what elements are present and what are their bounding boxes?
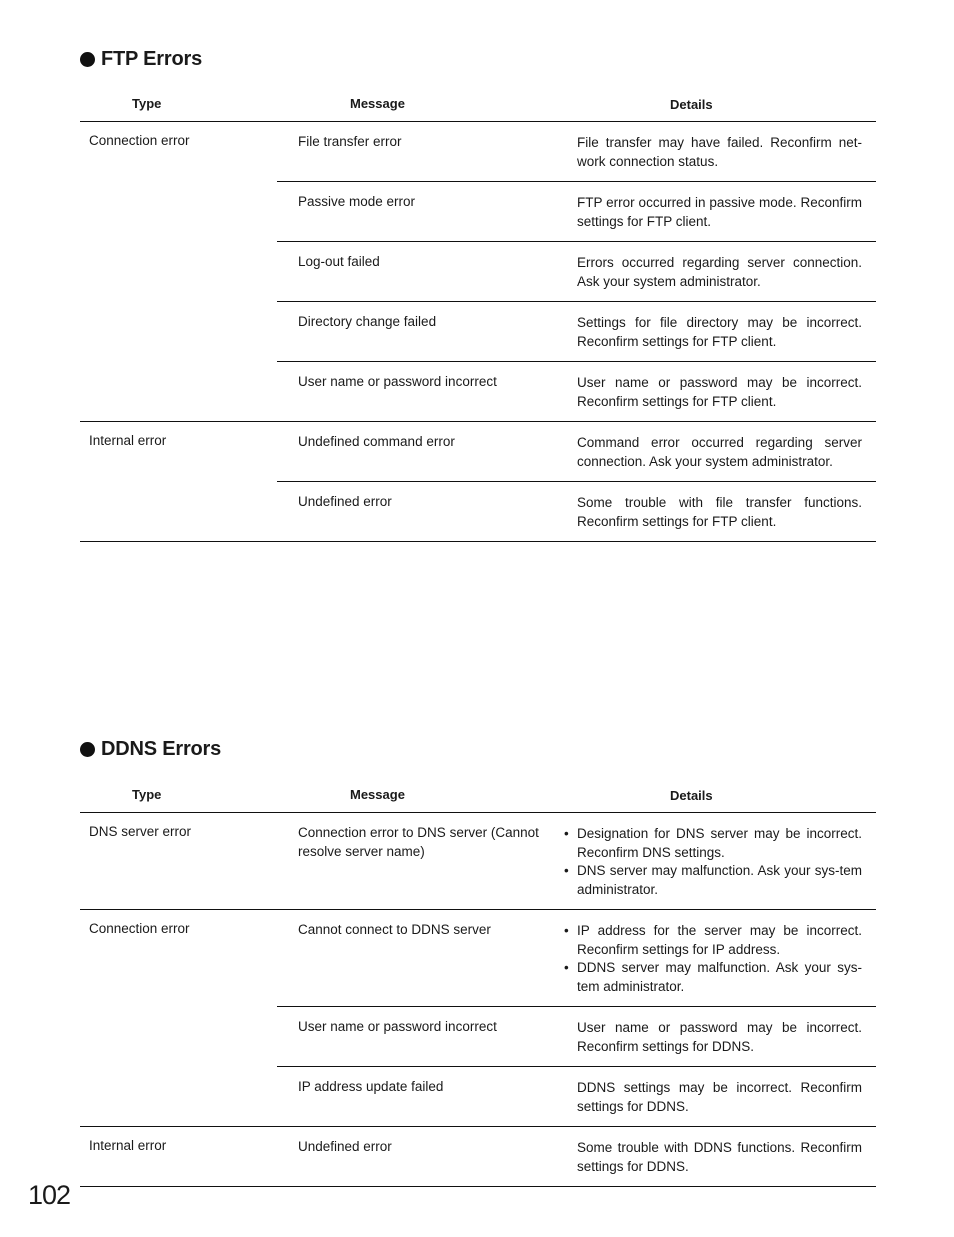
details-list-item: • IP address for the server may be incorrect. Reconfirm settings for IP address. (577, 922, 862, 959)
table-row (277, 122, 876, 182)
ddns-errors-table (80, 787, 876, 1187)
table-row (277, 1007, 876, 1067)
error-type: Internal error (89, 433, 167, 448)
table-row (277, 302, 876, 362)
error-type: Internal error (89, 1138, 167, 1153)
error-details: User name or password may be incorrect. Reconfirm settings for DDNS. (577, 1020, 862, 1054)
table-header (80, 787, 876, 813)
error-details: DDNS settings may be incorrect. Reconfirm settings for DDNS. (577, 1080, 862, 1114)
table-row (277, 1067, 876, 1126)
error-details: Settings for file directory may be incorrect. Reconfirm settings for FTP client. (577, 315, 862, 349)
error-type: DNS server error (89, 824, 192, 839)
error-group (80, 422, 876, 542)
error-message: Undefined command error (298, 434, 455, 449)
error-details: Some trouble with DDNS functions. Reconfirm settings for DDNS. (577, 1140, 862, 1174)
details-list-item: • DDNS server may malfunction. Ask your sys-tem administrator. (577, 959, 862, 996)
error-details: File transfer may have failed. Reconfirm net-work connection status. (577, 135, 862, 169)
table-body (80, 122, 876, 542)
error-details: Command error occurred regarding server connection. Ask your system administrator. (577, 435, 862, 469)
error-details: FTP error occurred in passive mode. Reconfirm settings for FTP client. (577, 195, 862, 229)
bullet-dot-icon (80, 52, 95, 67)
error-group (80, 813, 876, 910)
table-row (277, 182, 876, 242)
ddns-section-title (80, 738, 221, 761)
header-message: Message (350, 787, 405, 802)
error-message: Passive mode error (298, 194, 416, 209)
error-message: IP address update failed (298, 1079, 444, 1094)
table-row (277, 242, 876, 302)
details-list-item: • Designation for DNS server may be incorrect. Reconfirm DNS settings. (577, 825, 862, 862)
table-header (80, 96, 876, 122)
table-row (277, 1127, 876, 1186)
error-message: Log-out failed (298, 254, 380, 269)
error-message: Cannot connect to DDNS server (298, 922, 491, 937)
bullet-dot-icon (80, 742, 95, 757)
error-message: Connection error to DNS server (Cannot resolve server name) (298, 825, 539, 859)
header-details: Details (670, 97, 713, 112)
table-row (277, 482, 876, 541)
error-type: Connection error (89, 921, 190, 936)
table-row (277, 813, 876, 909)
error-details: User name or password may be incorrect. Reconfirm settings for FTP client. (577, 375, 862, 409)
header-details: Details (670, 788, 713, 803)
error-message: File transfer error (298, 134, 402, 149)
ftp-errors-table (80, 96, 876, 542)
error-message: User name or password incorrect (298, 1019, 497, 1034)
details-list (577, 922, 862, 996)
ftp-title-text: FTP Errors (101, 48, 202, 70)
error-details: Some trouble with file transfer functions. Reconfirm settings for FTP client. (577, 495, 862, 529)
error-details (577, 813, 862, 909)
table-row (277, 362, 876, 421)
table-row (277, 422, 876, 482)
error-group (80, 122, 876, 422)
error-group (80, 1127, 876, 1187)
header-message: Message (350, 96, 405, 111)
ddns-title-text: DDNS Errors (101, 738, 222, 760)
error-message: User name or password incorrect (298, 374, 497, 389)
header-type: Type (132, 787, 162, 802)
error-type: Connection error (89, 133, 190, 148)
details-list-item: • DNS server may malfunction. Ask your sys-tem administrator. (577, 862, 862, 899)
table-row (277, 910, 876, 1007)
error-message: Undefined error (298, 1139, 392, 1154)
error-details: Errors occurred regarding server connection. Ask your system administrator. (577, 255, 862, 289)
error-group (80, 910, 876, 1127)
page-number: 102 (28, 1180, 71, 1210)
table-body (80, 813, 876, 1187)
details-list (577, 825, 862, 899)
error-message: Undefined error (298, 494, 392, 509)
error-message: Directory change failed (298, 314, 437, 329)
header-type: Type (132, 96, 162, 111)
error-details (577, 910, 862, 1006)
ftp-section-title (80, 48, 202, 71)
